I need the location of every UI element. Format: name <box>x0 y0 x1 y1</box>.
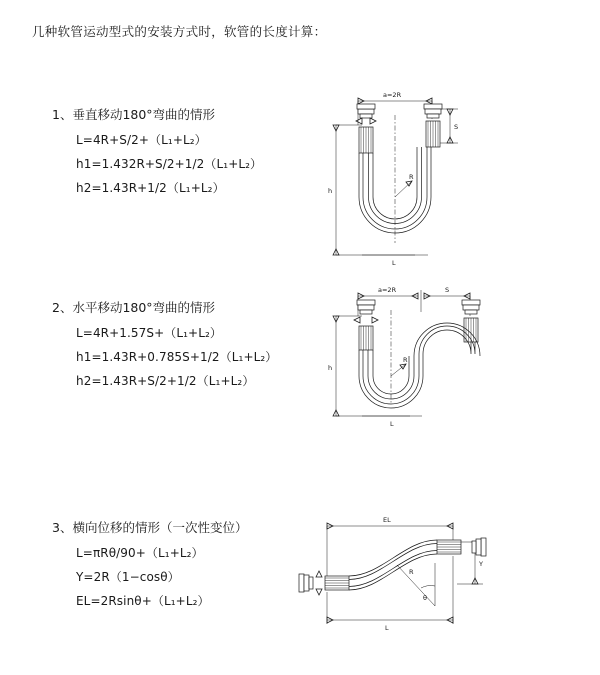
section-3-formula-2: Y=2R（1−cosθ） <box>76 570 180 584</box>
section-1-text <box>52 105 312 203</box>
fig1-radius-label: R <box>409 173 414 181</box>
fig2-h-label: h <box>328 364 333 372</box>
fig3-angle-label: θ <box>423 594 427 602</box>
fig2-top-dim-right-label: S <box>445 286 450 294</box>
section-1-formula-2: h1=1.432R+S/2+1/2（L₁+L₂） <box>76 157 263 171</box>
page-title: 几种软管运动型式的安装方式时，软管的长度计算： <box>32 24 327 39</box>
fig1-s-label: S <box>454 123 459 131</box>
fig1-top-dim-label: a=2R <box>383 91 402 99</box>
section-2-figure <box>300 276 510 456</box>
fig3-y-label: Y <box>479 560 483 568</box>
section-3-formula-3: EL=2Rsinθ+（L₁+L₂） <box>76 594 210 608</box>
section-3-title: 3、横向位移的情形（一次性变位） <box>52 520 248 535</box>
section-3-figure <box>285 508 500 638</box>
section-3-text <box>52 518 312 616</box>
fig1-h-label: h <box>328 187 333 195</box>
fig3-top-dim-label: EL <box>383 516 391 524</box>
section-2-text <box>52 298 312 396</box>
fig2-bottom-dim-label: L <box>390 420 394 428</box>
section-2-formula-2: h1=1.43R+0.785S+1/2（L₁+L₂） <box>76 350 278 364</box>
section-2-title: 2、水平移动180°弯曲的情形 <box>52 300 216 315</box>
section-2-formula-3: h2=1.43R+S/2+1/2（L₁+L₂） <box>76 374 255 388</box>
fig3-bottom-dim-label: L <box>385 624 389 632</box>
fig3-radius-label: R <box>409 568 414 576</box>
section-3-formula-1: L=πRθ/90+（L₁+L₂） <box>76 546 204 560</box>
section-1-formula-3: h2=1.43R+1/2（L₁+L₂） <box>76 181 225 195</box>
section-1-title: 1、垂直移动180°弯曲的情形 <box>52 107 216 122</box>
fig2-radius-label: R <box>403 356 408 364</box>
section-2-formula-1: L=4R+1.57S+（L₁+L₂） <box>76 326 223 340</box>
fig1-bottom-dim-label: L <box>392 259 396 267</box>
section-1-figure <box>300 85 500 275</box>
section-1-formula-1: L=4R+S/2+（L₁+L₂） <box>76 133 207 147</box>
fig2-top-dim-left-label: a=2R <box>378 286 397 294</box>
